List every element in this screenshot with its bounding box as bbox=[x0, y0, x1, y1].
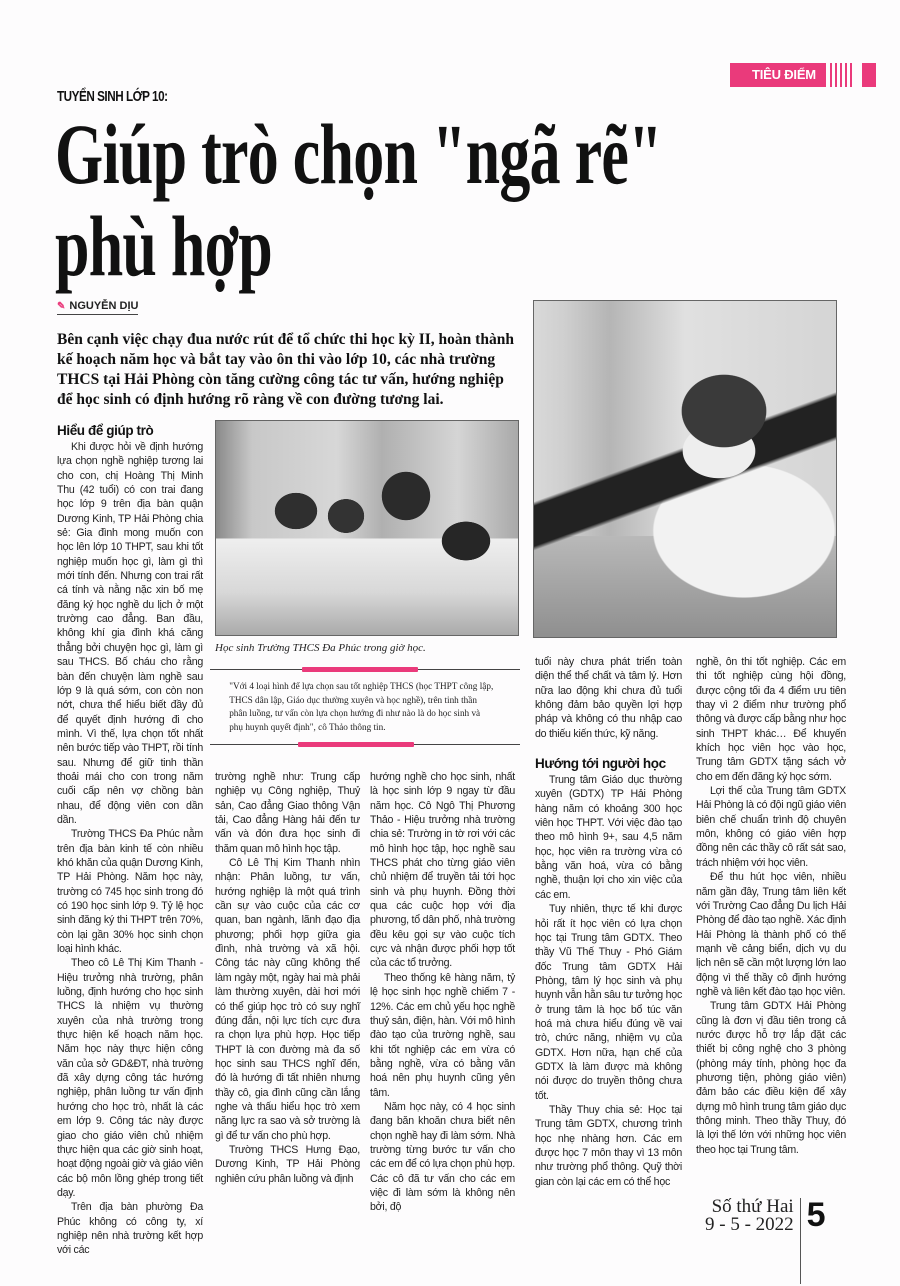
column-3 bbox=[370, 770, 515, 1215]
section-tag-label: TIÊU ĐIỂM bbox=[730, 63, 826, 87]
column-5 bbox=[696, 655, 846, 1157]
headline bbox=[55, 106, 662, 294]
quote-rule-bottom bbox=[210, 742, 520, 747]
lead-paragraph: Bên cạnh việc chạy đua nước rút để tổ chức thi học kỳ II, hoàn thành kế hoạch năm học và bắt tay vào ôn thi vào lớp 10, các nhà trường THCS tại Hải Phòng còn tăng cường công tác tư vấn, hướng nghiệp để học sinh có định hướng rõ ràng về con đường tương lai. bbox=[57, 331, 514, 408]
section-tag-block bbox=[862, 63, 876, 87]
issue-date bbox=[705, 1198, 801, 1284]
author-name: NGUYỄN DỊU bbox=[69, 300, 139, 312]
headline-line-2: phù hợp bbox=[55, 198, 272, 294]
byline bbox=[57, 300, 138, 315]
section-tag-stripes bbox=[826, 63, 856, 87]
photo-caption: Học sinh Trường THCS Đa Phúc trong giờ học. bbox=[215, 642, 426, 654]
section-heading-learners: Hướng tới người học bbox=[535, 756, 666, 772]
body-paragraph: Cô Lê Thị Kim Thanh nhìn nhận: Phân luồng, tư vấn, hướng nghiệp là một quá trình cần sự vào cuộc của các cơ quan, ban ngành, lãnh đạo địa phương; phối hợp giữa gia đình, nhà trường và xã hội. Công tác này cũng không thể làm ngày một, ngày hai mà phải làm thường xuyên, dài hơi mới có thể giúp học trò có suy nghĩ đúng đắn, nội lực tích cực đưa ra chọn lựa phù hợp. Học tiếp THPT là con đường mà đa số học sinh sau THCS nghĩ đến, đó là hướng đi tất nhiên nhưng thầy cô, gia đình cũng cần lắng nghe và thấu hiểu học trò xem năng lực ra sao và sở trường là gì để tư vấn cho phù hợp. bbox=[215, 857, 360, 1142]
body-paragraph: Trường THCS Hưng Đạo, Dương Kinh, TP Hải Phòng nghiên cứu phân luồng và định bbox=[215, 1143, 360, 1185]
issue-name: Số thứ Hai bbox=[711, 1196, 794, 1217]
classroom-photo bbox=[215, 420, 519, 636]
column-1 bbox=[57, 422, 203, 1258]
body-paragraph: Theo thống kê hàng năm, tỷ lệ học sinh học nghề chiếm 7 - 12%. Các em chủ yếu học nghề thuỷ sản, điện, hàn. Với mô hình đào tạo của trường nghề, sau khi tốt nghiệp các em vừa có bằng nghề, vừa có bằng văn hoá nên phụ huynh cũng yên tâm. bbox=[370, 971, 515, 1099]
column-4 bbox=[535, 655, 682, 1189]
body-paragraph: trường nghề như: Trung cấp nghiệp vụ Công nghiệp, Thuỷ sản, Cao đẳng Giao thông Vận tải, Cao đẳng Hàng hải đến tư vấn và đón đưa học sinh đi thăm quan mô hình học tập. bbox=[215, 771, 360, 855]
page-number: 5 bbox=[806, 1196, 826, 1234]
section-tag bbox=[730, 63, 876, 87]
body-paragraph: Trường THCS Đa Phúc nằm trên địa bàn kinh tế còn nhiều khó khăn của quận Dương Kinh, TP Hải Phòng. Năm học này, trường có 745 học sinh trong đó có 190 học sinh lớp 9. Tỷ lệ học sinh đăng ký thi THPT trên 70%, còn lại gần 30% học sinh chọn loại hình khác. bbox=[57, 828, 203, 956]
pen-icon: ✎ bbox=[57, 300, 66, 312]
pull-quote-text: "Với 4 loại hình để lựa chọn sau tốt nghiệp THCS (học THPT công lập, THCS dân lập, Giáo dục thường xuyên và học nghề), trên tinh thần phân luồng, tư vấn còn lựa chọn hướng đi như nào là do học sinh và phụ huynh quyết định", cô Thảo thông tin. bbox=[229, 681, 494, 733]
body-paragraph: Để thu hút học viên, nhiều năm gần đây, Trung tâm liên kết với Trường Cao đẳng Du lịch Hải Phòng để đào tạo nghề. Xác định Hải Phòng là thành phố có thế mạnh về cảng biển, dịch vụ du lịch nên sẽ cần một lượng lớn lao động vì thế thầy cô định hướng nghề và liên kết đào tạo học viên. bbox=[696, 871, 846, 998]
body-paragraph: Khi được hỏi về định hướng lựa chọn nghề nghiệp tương lai cho con, chị Hoàng Thị Minh Thu (42 tuổi) có con trai đang học lớp 9 trên địa bàn quận Dương Kinh, TP Hải Phòng chia sẻ: Gia đình mong muốn con học lên lớp 10 THPT, sau khi tốt nghiệp muốn học gì, làm gì thì mới tính đến. Nhưng con trai rất cá tính và nằng nặc xin bố mẹ đăng ký học nghề du lịch ở một trường cao đẳng. Ban đầu, không khí gia đình khá căng thẳng bởi chuyện học gì, làm gì sau THCS. Bố cháu cho rằng bàn đến chuyện làm nghề sau lớp 9 là quá sớm, con còn non nớt, chưa thể hiểu biết đầy đủ để quyết định hướng đi cho mình. Vì thế, lựa chọn tốt nhất nên bước tiếp vào THPT, rồi tính sau. Nhưng để giữ tinh thần thoải mái cho con trong năm cuối cấp nên vợ chồng bàn nhau, để động viên con dần dần. bbox=[57, 441, 203, 826]
page-folio bbox=[705, 1198, 826, 1284]
body-paragraph: Lợi thế của Trung tâm GDTX Hải Phòng là có đội ngũ giáo viên biên chế chuẩn trình độ chuyên môn, không có giáo viên hợp đồng nên các thầy cô rất sát sao, trách nhiệm với học viên. bbox=[696, 785, 846, 869]
body-paragraph: Theo cô Lê Thị Kim Thanh - Hiệu trưởng nhà trường, phân luồng, định hướng cho học sinh THCS là nhiệm vụ thường xuyên của nhà trường trong thực hiện kế hoạch năm học. Năm học này thực hiện công văn của sở GD&ĐT, nhà trường đã xây dựng công tác hướng nghiệp, phân luồng tư vấn định hướng cho học trò, nhất là các em lớp 9. Công tác này được giao cho giáo viên chủ nhiệm thực hiện qua các giờ sinh hoạt, hoạt động ngoài giờ và giáo viên các bộ môn lồng ghép trong tiết dạy. bbox=[57, 957, 203, 1199]
body-paragraph: Năm học này, có 4 học sinh đang băn khoăn chưa biết nên chọn nghề hay đi làm sớm. Nhà trường từng bước tư vấn cho các em để có lựa chọn phù hợp. Các cô đã tư vấn cho các em việc đi làm sớm là không nên bởi, độ bbox=[370, 1100, 515, 1214]
column-2 bbox=[215, 770, 360, 1186]
main-photo bbox=[533, 300, 837, 638]
body-paragraph: Tuy nhiên, thực tế khi được hỏi rất ít học viên có lựa chọn học tại Trung tâm GDTX. Theo thầy Vũ Thế Thuy - Phó Giám đốc Trung tâm GDTX Hải Phòng, tâm lý học sinh và phụ huynh vẫn hằn sâu tư tưởng học ở trung tâm là học bổ túc văn hoá mà chưa hiểu đúng về vai trò, chức năng, nhiệm vụ của GDTX. Hơn nữa, hạn chế của GDTX là làm được mà không nói được do truyền thông chưa tốt. bbox=[535, 903, 682, 1102]
body-paragraph: Trung tâm GDTX Hải Phòng cũng là đơn vị đầu tiên trong cả nước được hỗ trợ lắp đặt các thiết bị công nghệ cho 3 phòng (phòng máy tính, phòng học đa phương tiện, phòng giáo viên) đảm bảo các điều kiện để xây dựng mô hình trung tâm giáo dục thông minh. Theo thầy Thuy, đó là lợi thế lớn với những học viên theo học tại Trung tâm. bbox=[696, 1000, 846, 1156]
body-paragraph: tuổi này chưa phát triển toàn diện thể thể chất và tâm lý. Hơn nữa lao động khi chưa đủ tuổi không đảm bảo quyền lợi hợp pháp và không có thu nhập cao do thiếu kiến thức, kỹ năng. bbox=[535, 656, 682, 740]
section-heading-understand: Hiểu để giúp trò bbox=[57, 423, 154, 438]
body-paragraph: hướng nghề cho học sinh, nhất là học sinh lớp 9 ngay từ đầu năm học. Cô Ngô Thị Phương Thảo - Hiệu trưởng nhà trường chia sẻ: Trường in tờ rơi với các mô hình học tập, học nghề sau THCS phát cho từng giáo viên chủ nhiệm để truyền tải tới học sinh và phụ huynh. Đồng thời qua các cuộc họp với địa phương, tổ dân phố, nhà trường đều kêu gọi sự vào cuộc tích cực và nhận được phối hợp tốt của các tổ trưởng. bbox=[370, 771, 515, 970]
issue-date-value: 9 - 5 - 2022 bbox=[705, 1214, 794, 1235]
headline-line-1: Giúp trò chọn "ngã rẽ" bbox=[55, 106, 662, 202]
body-paragraph: Thầy Thuy chia sẻ: Học tại Trung tâm GDTX, chương trình học nhẹ nhàng hơn. Các em được học 7 môn thay vì 13 môn như trường phổ thông. Quỹ thời gian còn lại các em có thể học bbox=[535, 1103, 682, 1188]
body-paragraph: nghề, ôn thi tốt nghiệp. Các em thi tốt nghiệp cùng hội đồng, được cộng tối đa 4 điểm ưu tiên thay vì 2 điểm như trường phổ thông và được cấp bằng như học sinh THPT khác… Để khuyến khích học viên học vào học, Trung tâm GDTX tặng sách vở cho em đến đăng ký học sớm. bbox=[696, 656, 846, 783]
kicker: TUYỂN SINH LỚP 10: bbox=[57, 88, 168, 105]
pull-quote bbox=[210, 667, 520, 747]
body-paragraph: Trên địa bàn phường Đa Phúc không có công ty, xí nghiệp nên nhà trường kết hợp với các bbox=[57, 1201, 203, 1257]
body-paragraph: Trung tâm Giáo dục thường xuyên (GDTX) TP Hải Phòng hàng năm có khoảng 300 học viên học THPT. Với việc đào tạo theo mô hình 9+, sau 4,5 năm học, học viên ra trường vừa có bằng văn hoá, vừa có bằng nghề, thuận lợi cho xin việc của các em. bbox=[535, 774, 682, 901]
